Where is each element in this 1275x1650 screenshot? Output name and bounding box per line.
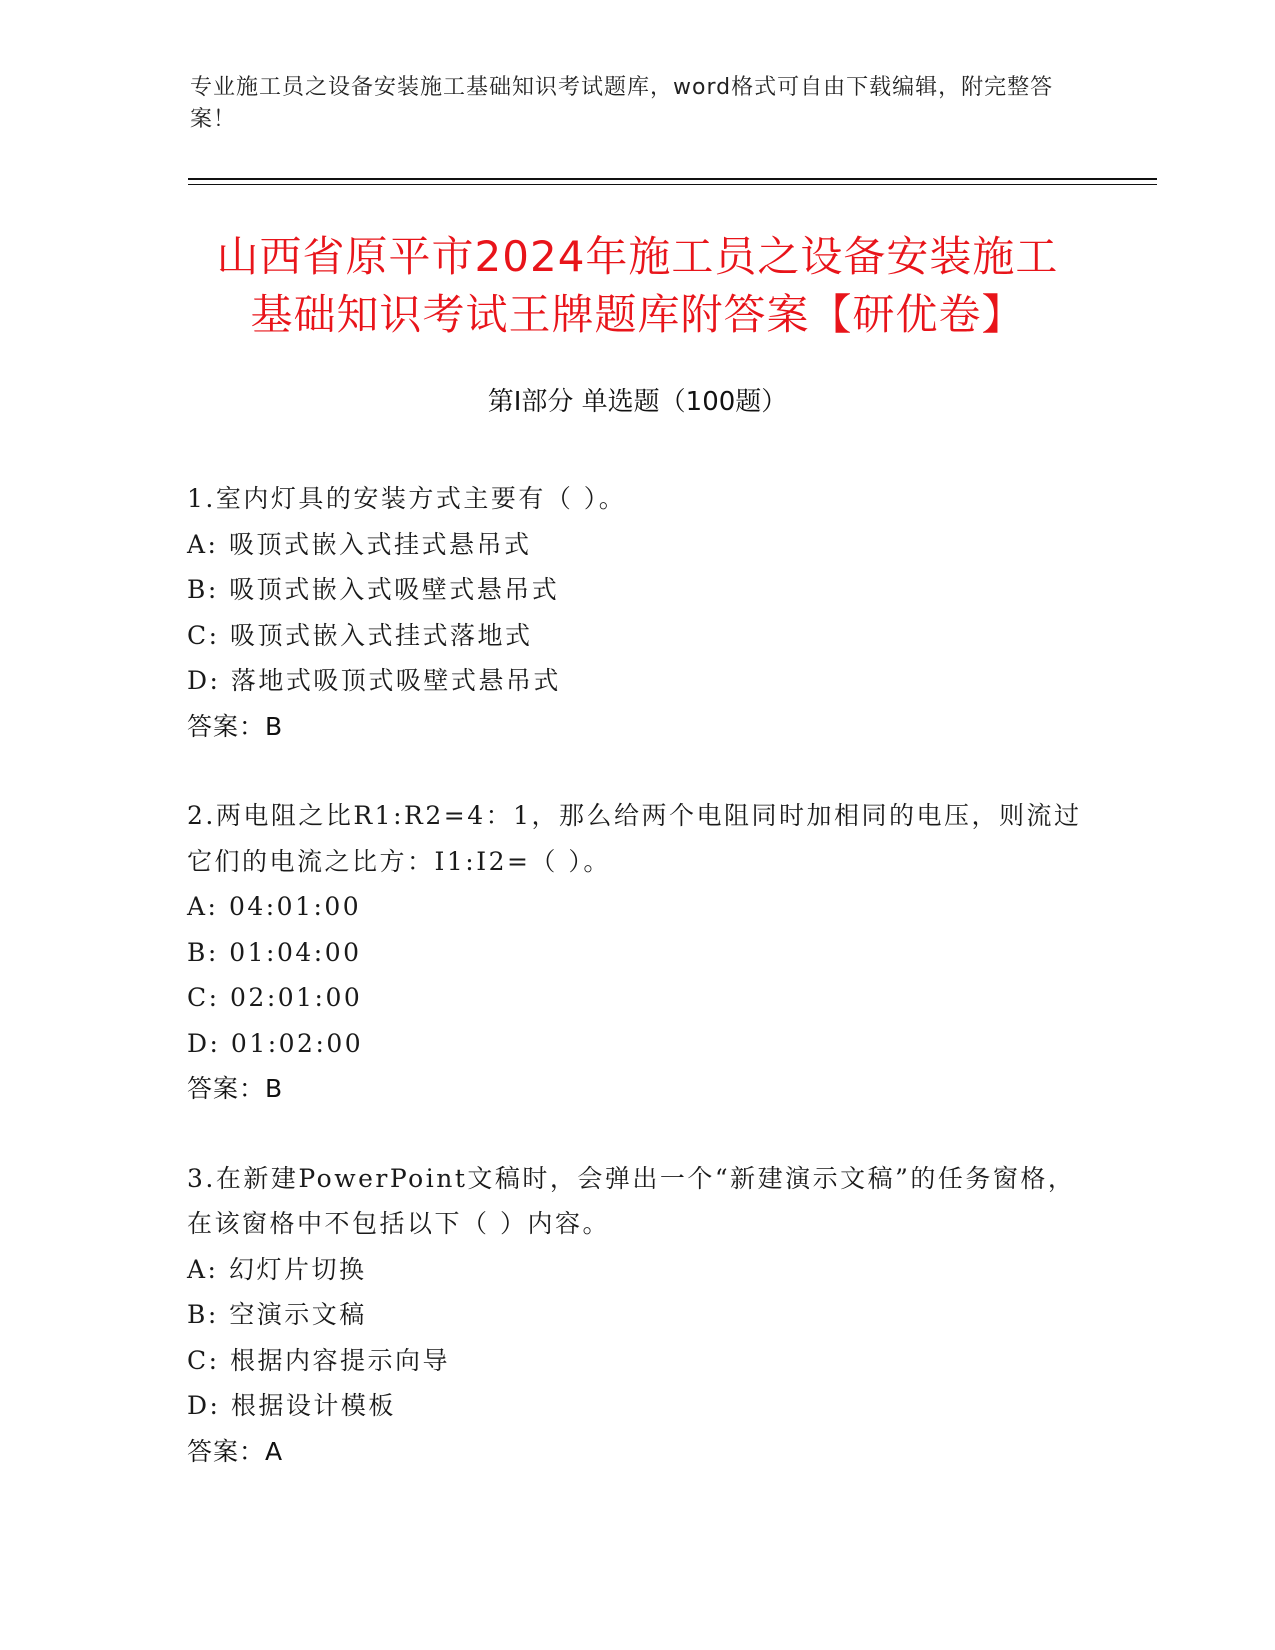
answer-line xyxy=(187,704,1087,750)
option-label: A: xyxy=(187,529,219,559)
option-a xyxy=(187,522,1087,568)
title-line-1: 山西省原平市2024年施工员之设备安装施工 xyxy=(216,232,1059,281)
question-number: 2. xyxy=(187,801,216,830)
option-label: A: xyxy=(187,892,219,921)
option-a xyxy=(187,1247,1087,1293)
option-c xyxy=(187,613,1087,659)
header-note: 专业施工员之设备安装施工基础知识考试题库，word格式可自由下载编辑，附完整答案！ xyxy=(190,75,1054,132)
answer-line xyxy=(187,1066,1087,1112)
option-b xyxy=(187,1292,1087,1338)
option-label: D: xyxy=(187,1391,221,1420)
option-text: 落地式吸顶式吸壁式悬吊式 xyxy=(230,666,561,695)
answer-value: A xyxy=(265,1436,284,1466)
question-stem xyxy=(187,476,1087,522)
option-label: C: xyxy=(187,983,220,1012)
answer-label: 答案： xyxy=(187,711,266,741)
question-item xyxy=(187,476,1087,749)
title-line-2: 基础知识考试王牌题库附答案【研优卷】 xyxy=(250,290,1025,339)
option-text: 空演示文稿 xyxy=(229,1300,367,1329)
option-text: 吸顶式嵌入式挂式悬吊式 xyxy=(228,529,532,559)
option-label: C: xyxy=(187,1345,220,1375)
question-list xyxy=(187,476,1087,1518)
option-c xyxy=(187,975,1087,1021)
option-label: C: xyxy=(187,620,220,650)
option-text: 04:01:00 xyxy=(228,892,362,921)
option-text: 幻灯片切换 xyxy=(228,1254,367,1284)
option-text: 根据内容提示向导 xyxy=(230,1345,451,1375)
question-text: 在新建PowerPoint文稿时，会弹出一个“新建演示文稿”的任务窗格，在该窗格中不包括以下（ ）内容。 xyxy=(187,1163,1076,1238)
question-text: 两电阻之比R1:R2=4：1，那么给两个电阻同时加相同的电压，则流过它们的电流之比方：I1:I2=（ ）。 xyxy=(187,801,1082,876)
option-label: B: xyxy=(187,937,219,967)
answer-line xyxy=(187,1429,1087,1475)
question-item xyxy=(187,793,1087,1112)
option-d xyxy=(187,1383,1087,1429)
answer-label: 答案： xyxy=(187,1074,266,1103)
section-title: 第I部分 单选题（100题） xyxy=(487,387,788,417)
option-label: A: xyxy=(187,1254,219,1284)
option-b xyxy=(187,930,1087,976)
question-item xyxy=(187,1156,1087,1475)
option-label: B: xyxy=(187,1300,219,1329)
answer-label: 答案： xyxy=(187,1436,266,1466)
option-b xyxy=(187,567,1087,613)
option-a xyxy=(187,884,1087,930)
option-label: D: xyxy=(187,666,221,695)
header-rule-thin xyxy=(188,184,1157,185)
option-label: D: xyxy=(187,1028,221,1058)
option-text: 01:02:00 xyxy=(230,1028,364,1058)
option-d xyxy=(187,1021,1087,1067)
question-number: 3. xyxy=(187,1163,216,1193)
question-stem xyxy=(187,793,1087,884)
question-text: 室内灯具的安装方式主要有（ ）。 xyxy=(215,484,627,513)
option-d xyxy=(187,658,1087,704)
option-text: 吸顶式嵌入式吸壁式悬吊式 xyxy=(229,575,560,604)
document-title xyxy=(160,228,1115,344)
question-number: 1. xyxy=(187,484,216,513)
option-label: B: xyxy=(187,575,219,604)
answer-value: B xyxy=(265,711,284,741)
question-stem xyxy=(187,1156,1087,1247)
option-text: 根据设计模板 xyxy=(230,1391,396,1420)
option-text: 02:01:00 xyxy=(230,983,363,1012)
option-text: 01:04:00 xyxy=(229,937,362,967)
option-text: 吸顶式嵌入式挂式落地式 xyxy=(230,620,533,650)
answer-value: B xyxy=(265,1074,284,1103)
option-c xyxy=(187,1338,1087,1384)
header-rule-thick xyxy=(188,178,1157,180)
